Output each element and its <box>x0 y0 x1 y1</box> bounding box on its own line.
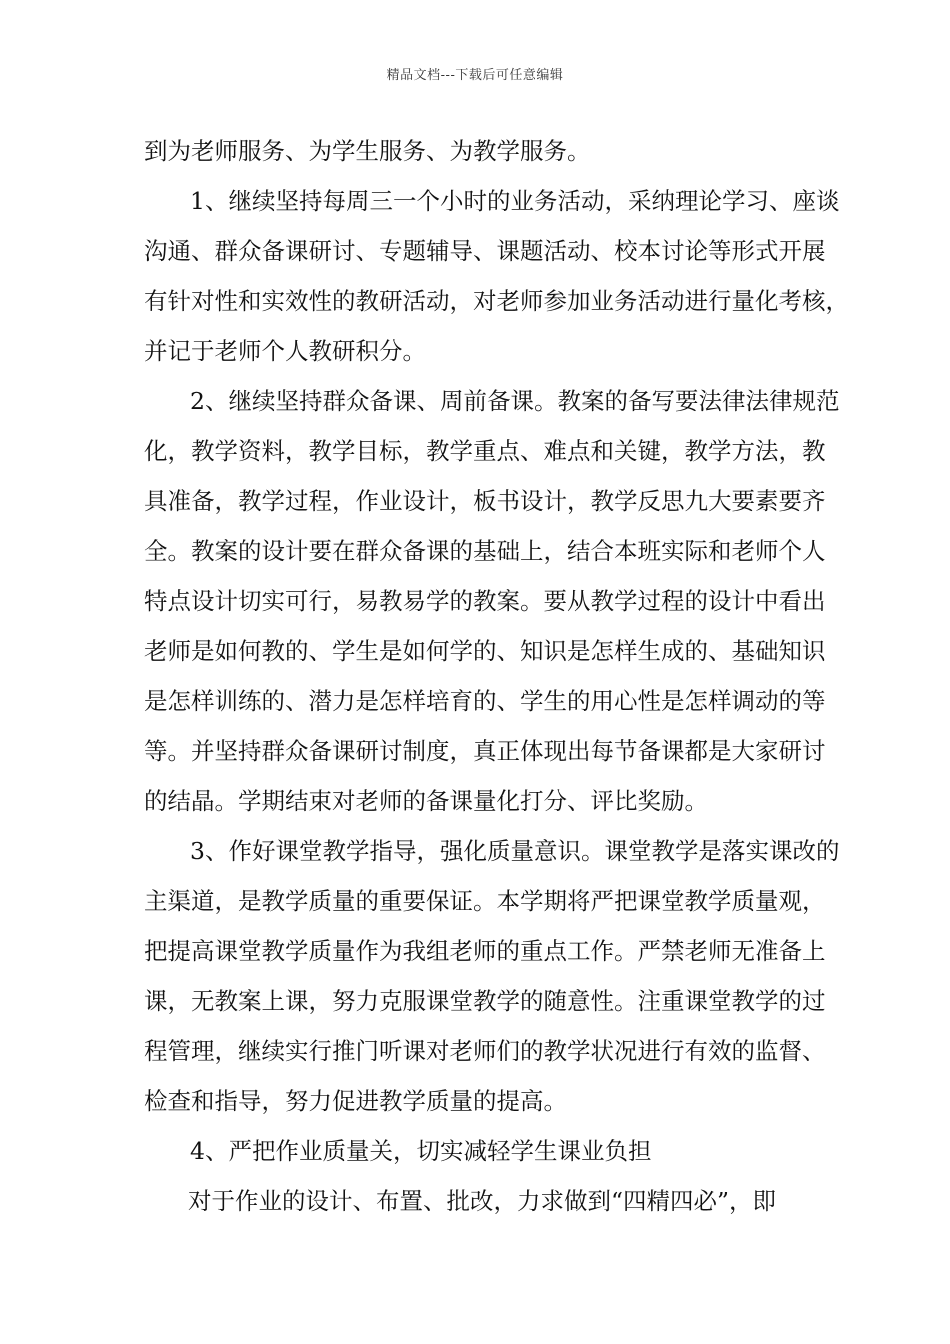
text-line: 把提高课堂教学质量作为我组老师的重点工作。严禁老师无准备上 <box>144 937 826 965</box>
page-header: 精品文档---下载后可任意编辑 <box>386 68 564 83</box>
text-line: 等。并坚持群众备课研讨制度，真正体现出每节备课都是大家研讨 <box>144 737 826 765</box>
text-line: 具准备，教学过程，作业设计，板书设计，教学反思九大要素要齐 <box>144 487 826 515</box>
paragraph-start-line: 对于作业的设计、布置、批改，力求做到“四精四必”，即 <box>188 1187 777 1215</box>
text-line: 课，无教案上课，努力克服课堂教学的随意性。注重课堂教学的过 <box>144 987 826 1015</box>
paragraph-start-line: 4、严把作业质量关，切实减轻学生课业负担 <box>190 1137 652 1165</box>
text-line: 并记于老师个人教研积分。 <box>144 337 426 365</box>
text-line: 特点设计切实可行，易教易学的教案。要从教学过程的设计中看出 <box>144 587 826 615</box>
text-line: 沟通、群众备课研讨、专题辅导、课题活动、校本讨论等形式开展 <box>144 237 826 265</box>
text-line: 全。教案的设计要在群众备课的基础上，结合本班实际和老师个人 <box>144 537 826 565</box>
document-body <box>144 126 849 1226</box>
text-line: 程管理，继续实行推门听课对老师们的教学状况进行有效的监督、 <box>144 1037 826 1065</box>
text-line: 化，教学资料，教学目标，教学重点、难点和关键，教学方法，教 <box>144 437 826 465</box>
text-line: 有针对性和实效性的教研活动，对老师参加业务活动进行量化考核， <box>144 287 849 315</box>
paragraph-start-line: 1、继续坚持每周三一个小时的业务活动，采纳理论学习、座谈 <box>190 187 840 215</box>
paragraph-start-line: 2、继续坚持群众备课、周前备课。教案的备写要法律法律规范 <box>190 387 840 415</box>
text-line: 主渠道，是教学质量的重要保证。本学期将严把课堂教学质量观， <box>144 887 826 915</box>
text-line: 是怎样训练的、潜力是怎样培育的、学生的用心性是怎样调动的等 <box>144 687 826 715</box>
text-line: 检查和指导，努力促进教学质量的提高。 <box>144 1087 567 1115</box>
text-line: 老师是如何教的、学生是如何学的、知识是怎样生成的、基础知识 <box>144 637 826 665</box>
paragraph-start-line: 3、作好课堂教学指导，强化质量意识。课堂教学是落实课改的 <box>190 837 840 865</box>
text-line: 到为老师服务、为学生服务、为教学服务。 <box>144 137 591 165</box>
text-line: 的结晶。学期结束对老师的备课量化打分、评比奖励。 <box>144 787 708 815</box>
